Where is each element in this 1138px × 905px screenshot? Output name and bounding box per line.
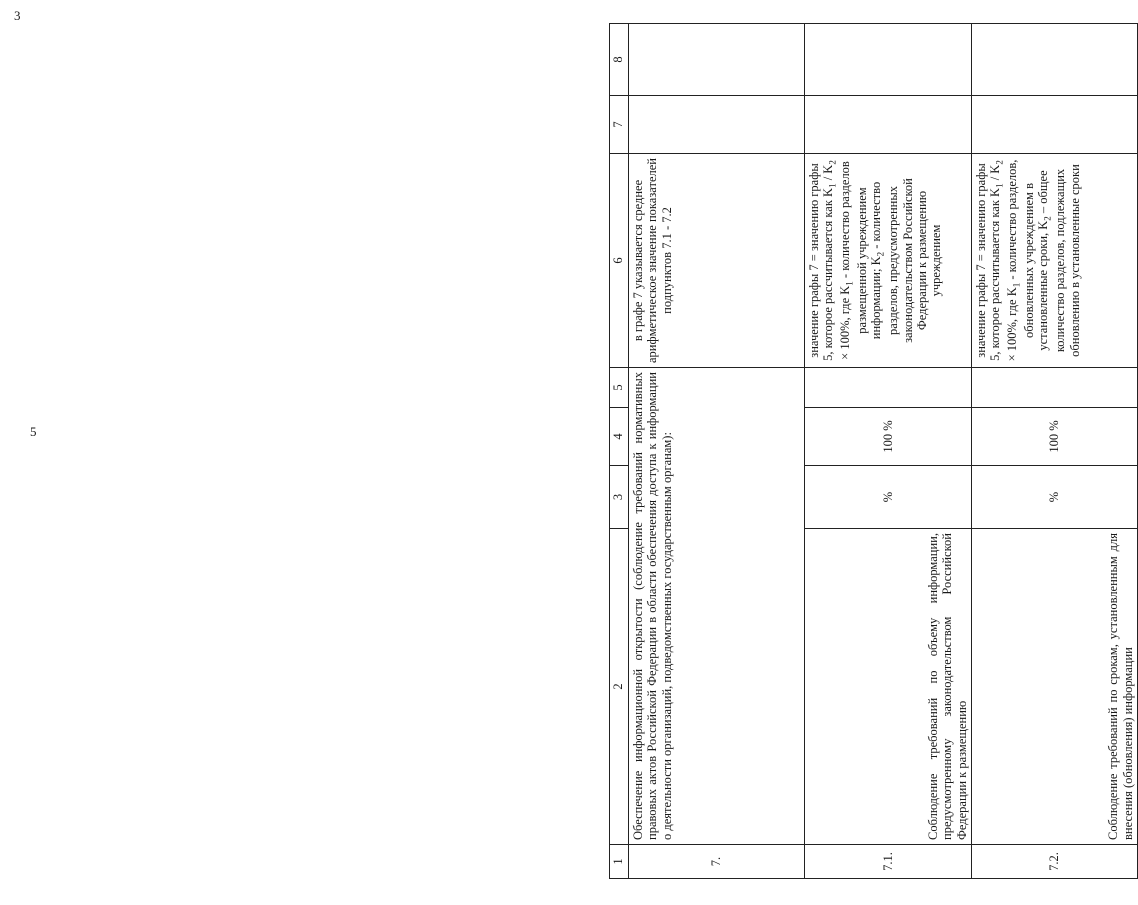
row-number: 7.1. (805, 845, 972, 879)
column-header: 2 (610, 529, 629, 845)
indicator-table (609, 23, 1138, 879)
column-header: 6 (610, 154, 629, 368)
empty-cell (805, 96, 972, 154)
column-header: 1 (610, 845, 629, 879)
empty-cell (629, 24, 805, 96)
column-number-header (610, 24, 629, 879)
column-header: 7 (610, 96, 629, 154)
indicator-name: Соблюдение требований по объему информации, предусмотренному законодательством Российской Федерации к размещению (805, 529, 972, 845)
table-row (805, 24, 972, 879)
table-row (629, 24, 805, 879)
target-value: 100 % (972, 408, 1138, 466)
table-row (972, 24, 1138, 879)
indicator-name: Обеспечение информационной открытости (соблюдение требований нормативных правовых актов Российской Федерации в области обеспечения доступа к информации о деятельности организаций, подведомственных государственным органам): (629, 368, 805, 845)
column-header: 8 (610, 24, 629, 96)
target-value: 100 % (805, 408, 972, 466)
calculation-note: значение графы 7 = значению графы 5, которое рассчитывается как $K_1 / K_2 \times 100\%$, где $K_1$ - количество разделов, обновленных учреждением в установленные сроки, $K_2$ – общее количество разделов, подлежащих обновлению в установленные сроки (972, 154, 1138, 368)
empty-cell (972, 368, 1138, 408)
empty-cell (805, 24, 972, 96)
empty-cell (629, 96, 805, 154)
empty-cell (972, 24, 1138, 96)
corner-mark: 3 (14, 8, 21, 23)
rotated-table-container (609, 24, 1135, 879)
row-number: 7.2. (972, 845, 1138, 879)
calculation-note: в графе 7 указывается среднее арифметическое значение показателей подпунктов 7.1 - 7.2 (629, 154, 805, 368)
column-header: 3 (610, 466, 629, 529)
unit-cell: % (805, 466, 972, 529)
column-header: 5 (610, 368, 629, 408)
row-number: 7. (629, 845, 805, 879)
empty-cell (805, 368, 972, 408)
page-number: 5 (30, 424, 37, 439)
indicator-name: Соблюдение требований по срокам, установленным для внесения (обновления) информации (972, 529, 1138, 845)
calculation-note: значение графы 7 = значению графы 5, которое рассчитывается как $K_1 / K_2 \times 100\%$, где $K_1$ - количество разделов размещенной учреждением информации; $K_2$ - количество разделов, предусмотренных законодательством Российской Федерации к размещению учреждением (805, 154, 972, 368)
empty-cell (972, 96, 1138, 154)
unit-cell: % (972, 466, 1138, 529)
column-header: 4 (610, 408, 629, 466)
